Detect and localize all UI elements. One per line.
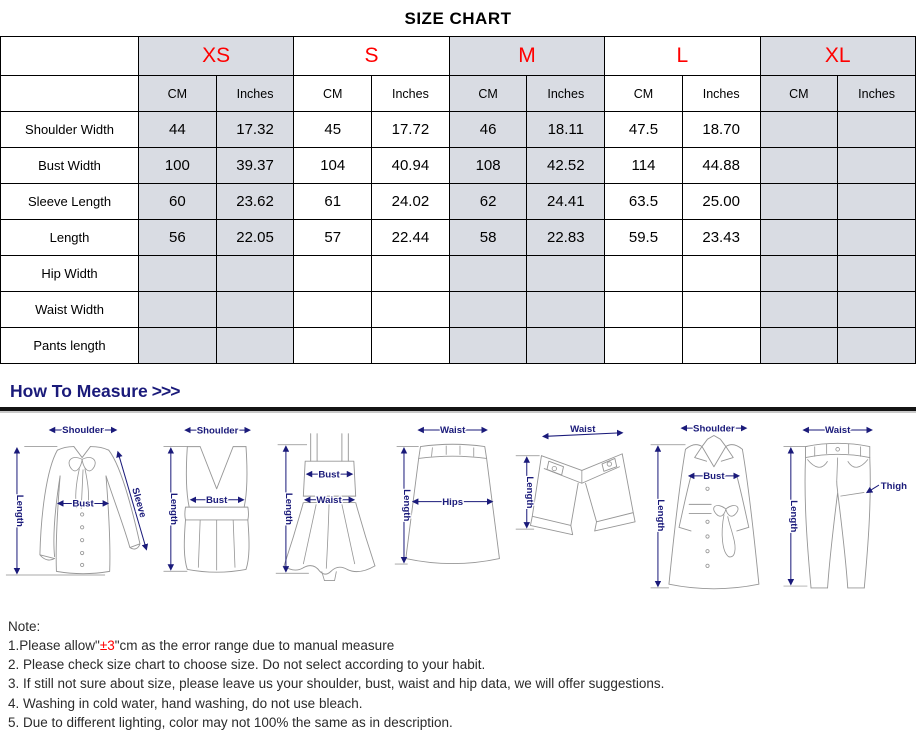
note-line: 5. Due to different lighting, color may not 100% the same as in description.	[8, 714, 453, 730]
cell	[294, 256, 372, 292]
cell	[139, 256, 217, 292]
page-title: SIZE CHART	[404, 9, 512, 28]
measure-label-waist: Waist	[570, 423, 596, 435]
cell: 40.94	[372, 148, 450, 184]
note-line1-prefix: 1.Please allow"	[8, 638, 100, 654]
measure-label-waist: Waist	[439, 425, 466, 437]
bust-arrow	[58, 499, 108, 510]
cell: 56	[139, 220, 217, 256]
cell	[760, 220, 838, 256]
cell	[294, 292, 372, 328]
cell: 24.02	[372, 184, 450, 220]
corner-cell-2	[1, 76, 139, 112]
cell: 22.83	[527, 220, 605, 256]
cell	[838, 256, 916, 292]
unit-header-row	[1, 76, 916, 112]
shorts-diagram	[510, 419, 639, 598]
cell	[838, 148, 916, 184]
blouse-diagram	[2, 419, 154, 598]
shoulder-arrow	[682, 423, 746, 434]
measure-label-length: Length	[654, 499, 666, 532]
row-label: Sleeve Length	[1, 184, 139, 220]
cell: 46	[449, 112, 527, 148]
skirt-diagram	[391, 419, 506, 598]
unit-header-cm: CM	[294, 76, 372, 112]
cell: 57	[294, 220, 372, 256]
row-label: Length	[1, 220, 139, 256]
measure-label-thigh: Thigh	[880, 480, 908, 492]
cell: 44.88	[682, 148, 760, 184]
cell	[605, 328, 683, 364]
length-arrow	[655, 447, 666, 587]
cell	[682, 328, 760, 364]
unit-header-cm: CM	[760, 76, 838, 112]
bust-arrow	[307, 469, 352, 480]
cell	[216, 256, 294, 292]
cell: 59.5	[605, 220, 683, 256]
measure-label-sleeve: Sleeve	[129, 486, 149, 519]
cell: 104	[294, 148, 372, 184]
note-line: 3. If still not sure about size, please leave us your shoulder, bust, waist and hip data, we will offer suggestions.	[8, 676, 665, 692]
cell: 17.72	[372, 112, 450, 148]
cell	[372, 292, 450, 328]
cell: 23.43	[682, 220, 760, 256]
cell	[372, 328, 450, 364]
cell: 47.5	[605, 112, 683, 148]
cell	[605, 292, 683, 328]
measure-label-bust: Bust	[72, 498, 94, 510]
cell: 60	[139, 184, 217, 220]
row-label: Bust Width	[1, 148, 139, 184]
cell	[449, 256, 527, 292]
hips-arrow	[413, 497, 492, 508]
unit-header-inches: Inches	[682, 76, 760, 112]
measure-label-bust: Bust	[703, 471, 725, 483]
note-line1-suffix: "cm as the error range due to manual measure	[114, 638, 395, 654]
waist-arrow	[804, 425, 872, 436]
shoulder-arrow	[50, 425, 116, 436]
size-chart-page	[0, 9, 916, 732]
cell	[372, 256, 450, 292]
measure-label-waist: Waist	[825, 425, 851, 437]
dress-diagram	[272, 419, 387, 598]
measure-label-shoulder: Shoulder	[196, 425, 239, 437]
cell	[605, 256, 683, 292]
cell	[760, 256, 838, 292]
measure-label-length: Length	[787, 500, 799, 533]
measure-label-bust: Bust	[205, 495, 228, 506]
cell: 39.37	[216, 148, 294, 184]
shoulder-arrow	[186, 425, 250, 436]
cell	[527, 256, 605, 292]
unit-header-inches: Inches	[372, 76, 450, 112]
tank-top-diagram	[158, 419, 268, 598]
coat-diagram	[643, 419, 772, 598]
size-header-m: M	[449, 37, 604, 76]
measure-label-length: Length	[523, 476, 535, 509]
pants-diagram	[776, 419, 914, 598]
unit-header-inches: Inches	[527, 76, 605, 112]
table-row-bust-width	[1, 148, 916, 184]
cell	[760, 148, 838, 184]
measure-label-length: Length	[167, 492, 179, 525]
measure-label-hips: Hips	[442, 496, 464, 508]
unit-header-cm: CM	[449, 76, 527, 112]
table-row-hip-width	[1, 256, 916, 292]
cell: 58	[449, 220, 527, 256]
cell	[760, 184, 838, 220]
note-line: 4. Washing in cold water, hand washing, do not use bleach.	[8, 695, 363, 711]
chevron-right-icon: >>>	[151, 381, 180, 401]
length-arrow	[14, 448, 25, 573]
cell: 100	[139, 148, 217, 184]
measure-label-shoulder: Shoulder	[62, 425, 104, 437]
cell: 23.62	[216, 184, 294, 220]
measure-label-length: Length	[400, 489, 412, 522]
cell	[449, 292, 527, 328]
how-to-measure-heading	[10, 381, 916, 402]
table-row-pants-length	[1, 328, 916, 364]
bust-arrow	[689, 471, 739, 482]
size-header-xl: XL	[760, 37, 916, 76]
size-header-l: L	[605, 37, 760, 76]
cell: 22.44	[372, 220, 450, 256]
length-arrow	[401, 448, 412, 562]
cell	[527, 292, 605, 328]
measure-label-length: Length	[282, 492, 294, 525]
cell	[682, 292, 760, 328]
cell	[216, 328, 294, 364]
size-table	[0, 36, 916, 364]
unit-header-inches: Inches	[216, 76, 294, 112]
bust-arrow	[191, 495, 243, 506]
measure-label-shoulder: Shoulder	[693, 423, 735, 435]
measure-label-length: Length	[13, 494, 25, 527]
cell: 18.70	[682, 112, 760, 148]
measure-label-bust: Bust	[318, 469, 340, 481]
cell: 108	[449, 148, 527, 184]
cell	[139, 328, 217, 364]
table-row-sleeve-length	[1, 184, 916, 220]
note-line1-tolerance: ±3	[99, 638, 115, 654]
cell	[527, 328, 605, 364]
length-arrow	[788, 448, 799, 584]
note-heading: Note:	[8, 619, 41, 634]
size-header-row	[1, 37, 916, 76]
cell	[838, 328, 916, 364]
size-header-xs: XS	[139, 37, 294, 76]
waist-arrow	[543, 424, 622, 437]
waist-arrow	[305, 495, 354, 506]
cell	[760, 292, 838, 328]
cell	[294, 328, 372, 364]
note-section	[8, 617, 916, 732]
cell	[838, 292, 916, 328]
row-label: Waist Width	[1, 292, 139, 328]
cell: 61	[294, 184, 372, 220]
unit-header-cm: CM	[605, 76, 683, 112]
cell: 42.52	[527, 148, 605, 184]
cell	[838, 184, 916, 220]
table-row-waist-width	[1, 292, 916, 328]
row-label: Shoulder Width	[1, 112, 139, 148]
note-line: 2. Please check size chart to choose size. Do not select according to your habit.	[8, 657, 486, 673]
cell: 44	[139, 112, 217, 148]
row-label: Pants length	[1, 328, 139, 364]
unit-header-inches: Inches	[838, 76, 916, 112]
cell: 45	[294, 112, 372, 148]
cell: 114	[605, 148, 683, 184]
sleeve-arrow	[118, 452, 148, 549]
measure-label-waist: Waist	[316, 494, 342, 506]
thigh-arrow	[867, 481, 907, 493]
cell	[449, 328, 527, 364]
cell: 22.05	[216, 220, 294, 256]
cell: 24.41	[527, 184, 605, 220]
cell	[838, 112, 916, 148]
measure-diagrams	[0, 411, 916, 603]
waist-arrow	[419, 425, 487, 436]
cell: 18.11	[527, 112, 605, 148]
cell	[139, 292, 217, 328]
corner-cell	[1, 37, 139, 76]
how-to-measure-label: How To Measure	[10, 381, 148, 401]
cell	[216, 292, 294, 328]
cell: 17.32	[216, 112, 294, 148]
note-line	[8, 636, 916, 655]
cell: 25.00	[682, 184, 760, 220]
cell	[760, 112, 838, 148]
cell	[682, 256, 760, 292]
cell: 63.5	[605, 184, 683, 220]
row-label: Hip Width	[1, 256, 139, 292]
size-header-s: S	[294, 37, 449, 76]
cell	[760, 328, 838, 364]
cell	[838, 220, 916, 256]
length-arrow	[168, 448, 179, 569]
unit-header-cm: CM	[139, 76, 217, 112]
table-row-shoulder-width	[1, 112, 916, 148]
table-row-length	[1, 220, 916, 256]
cell: 62	[449, 184, 527, 220]
